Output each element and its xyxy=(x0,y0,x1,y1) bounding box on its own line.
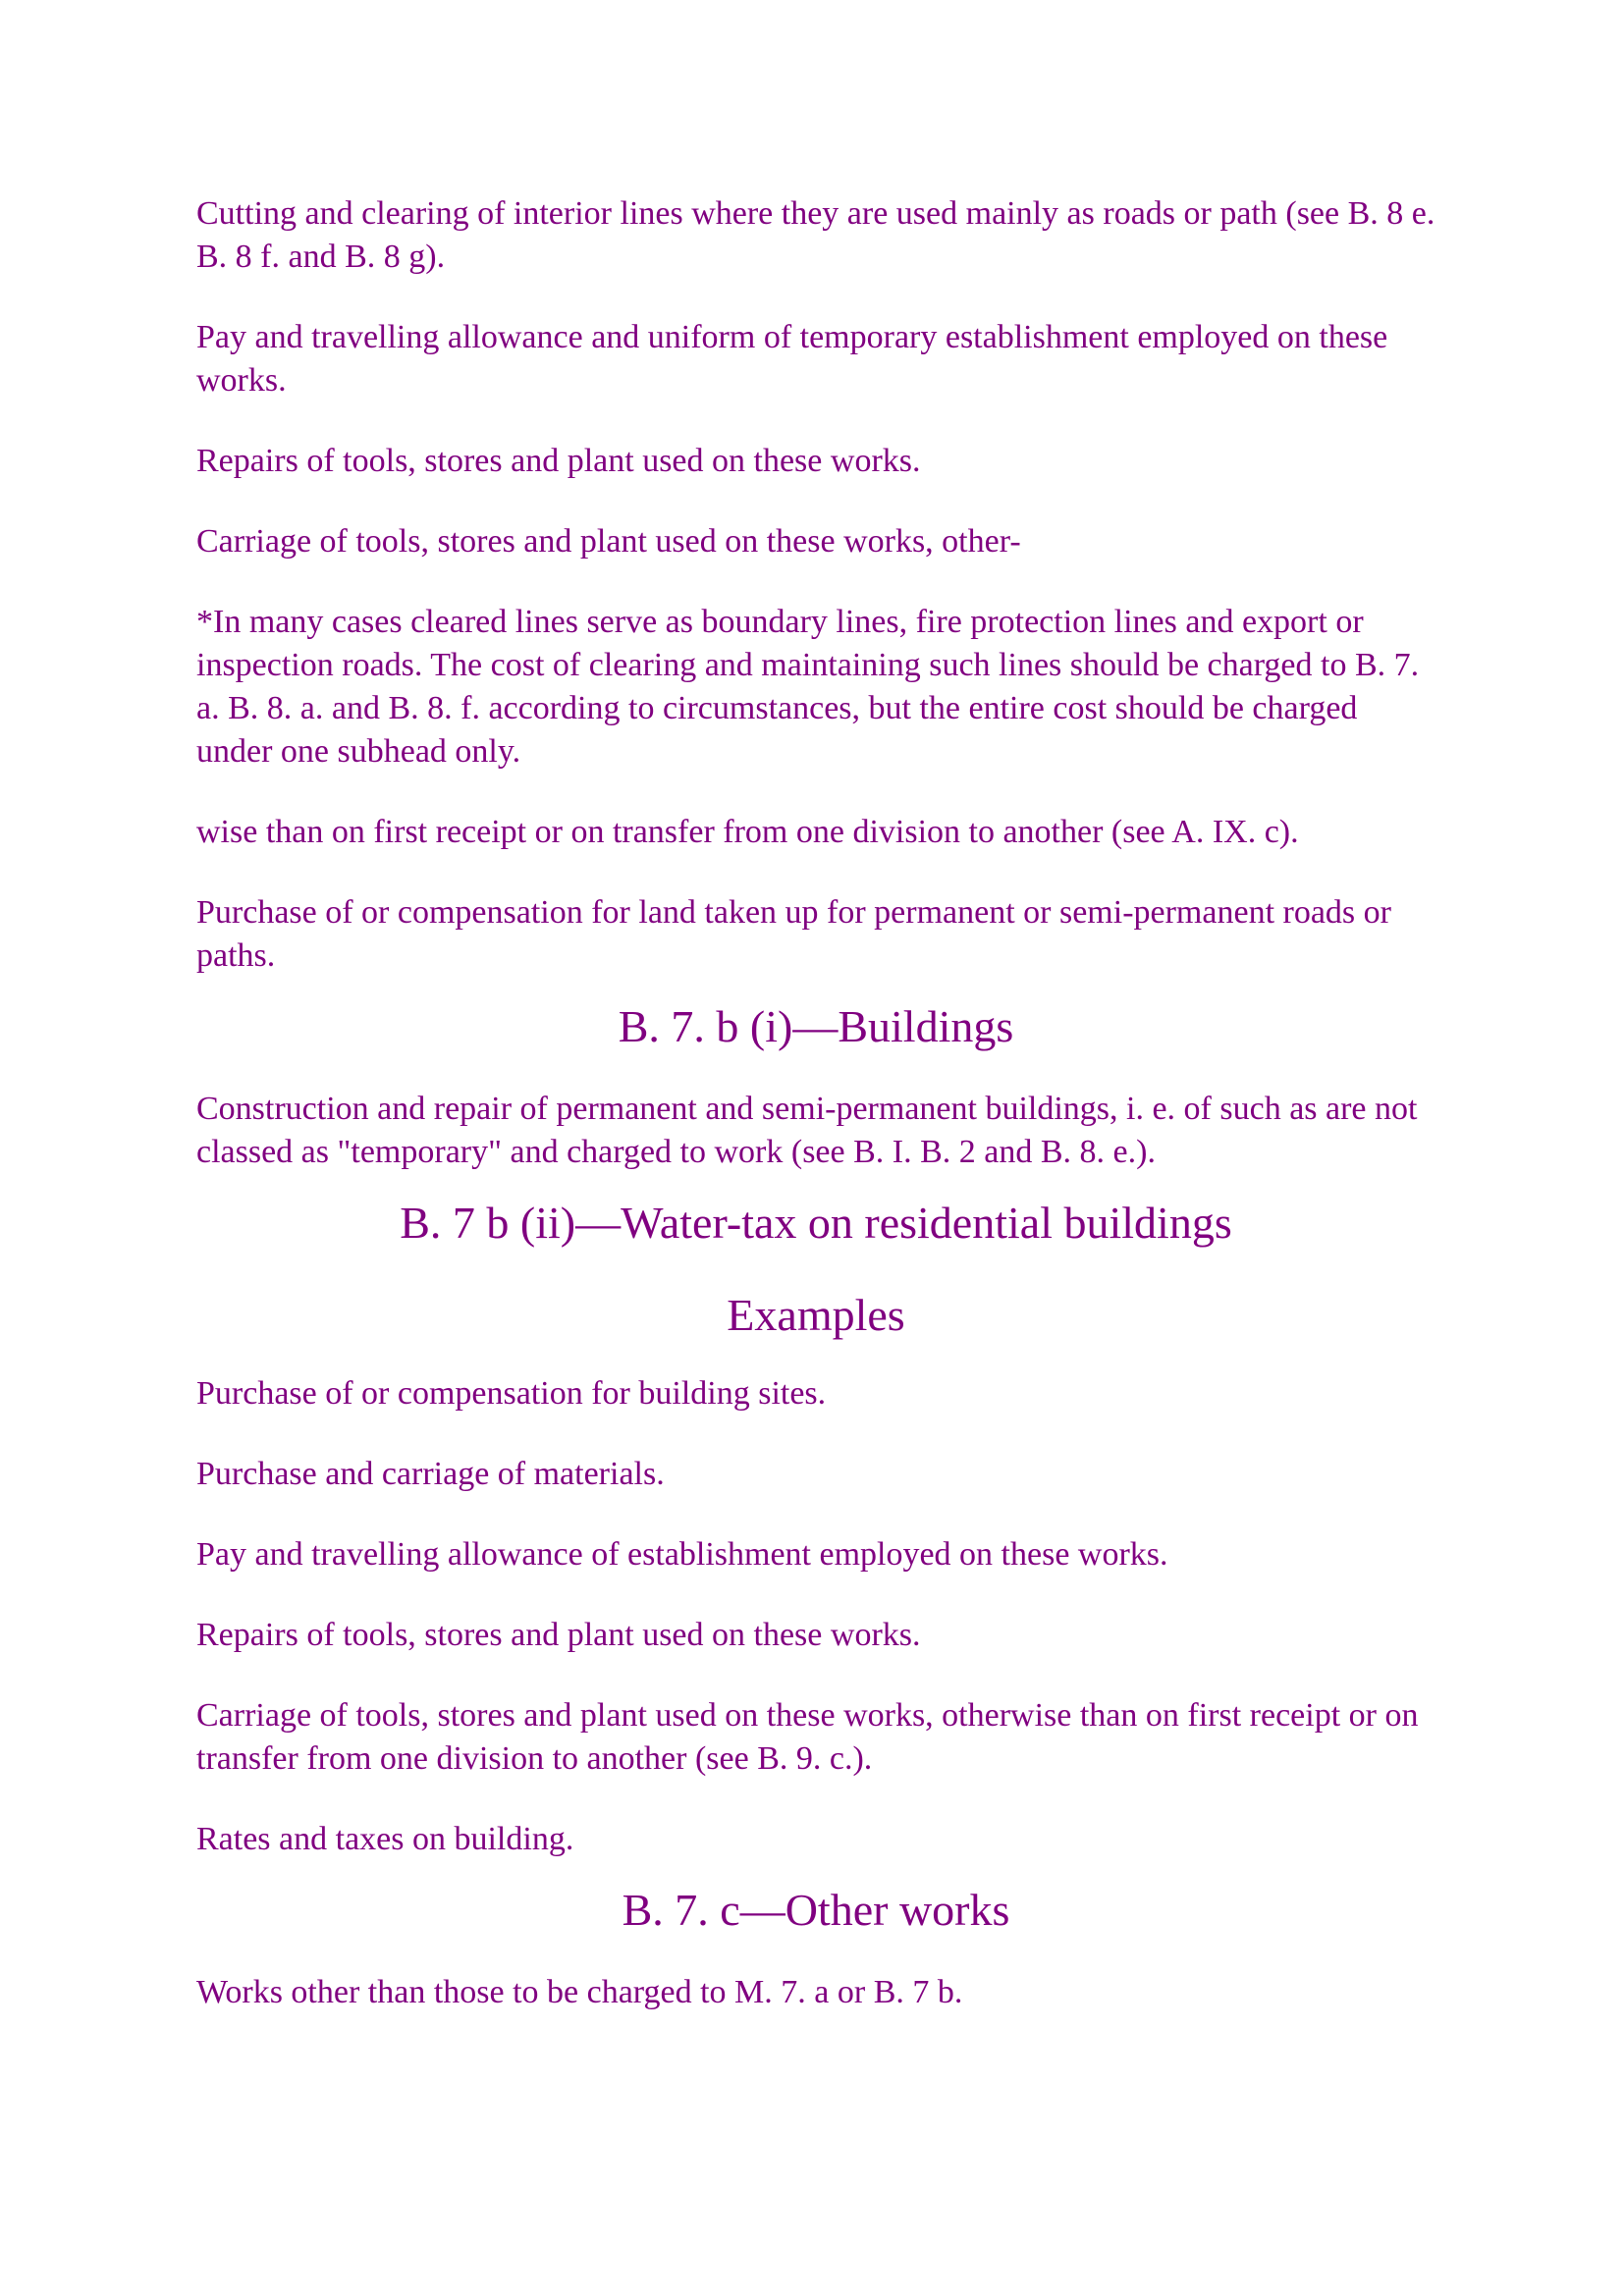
example-pay-allowance: Pay and travelling allowance of establishment employed on these works. xyxy=(196,1536,1168,1573)
paragraph-pay-allowance: Pay and travelling allowance and uniform of temporary establishment employed on these works. xyxy=(196,319,1388,399)
paragraph-buildings: Construction and repair of permanent and semi-permanent buildings, i. e. of such as are not classed as "temporary" and charged to work (see B. I. B. 2 and B. 8. e.). xyxy=(196,1091,1418,1170)
paragraph-carriage-tools: Carriage of tools, stores and plant used on these works, other- xyxy=(196,523,1021,560)
heading-water-tax: B. 7 b (ii)—Water-tax on residential buildings xyxy=(400,1198,1232,1248)
example-repairs-tools: Repairs of tools, stores and plant used on these works. xyxy=(196,1617,921,1653)
heading-examples: Examples xyxy=(727,1290,905,1340)
paragraph-repairs-tools: Repairs of tools, stores and plant used on these works. xyxy=(196,443,921,479)
example-materials: Purchase and carriage of materials. xyxy=(196,1456,665,1492)
paragraph-land-purchase: Purchase of or compensation for land taken up for permanent or semi-permanent roads or paths. xyxy=(196,894,1391,974)
heading-buildings: B. 7. b (i)—Buildings xyxy=(618,1001,1014,1051)
heading-other-works: B. 7. c—Other works xyxy=(622,1885,1010,1935)
paragraph-carriage-continued: wise than on first receipt or on transfer from one division to another (see A. IX. c). xyxy=(196,814,1299,850)
example-carriage-tools: Carriage of tools, stores and plant used on these works, otherwise than on first receipt or on transfer from one division to another (see B. 9. c.). xyxy=(196,1697,1419,1777)
paragraph-other-works: Works other than those to be charged to M. 7. a or B. 7 b. xyxy=(196,1974,963,2010)
example-building-sites: Purchase of or compensation for building sites. xyxy=(196,1375,827,1412)
document-page xyxy=(196,192,1435,2052)
paragraph-interior-lines: Cutting and clearing of interior lines where they are used mainly as roads or path (see B. 8 e. B. 8 f. and B. 8 g). xyxy=(196,195,1435,275)
example-rates-taxes: Rates and taxes on building. xyxy=(196,1821,574,1857)
footnote-cleared-lines: *In many cases cleared lines serve as boundary lines, fire protection lines and export or inspection roads. The cost of clearing and maintaining such lines should be charged to B. 7. a. B. 8. a. and B. 8. f. according to circumstances, but the entire cost should be charged under one subhead only. xyxy=(196,604,1420,770)
